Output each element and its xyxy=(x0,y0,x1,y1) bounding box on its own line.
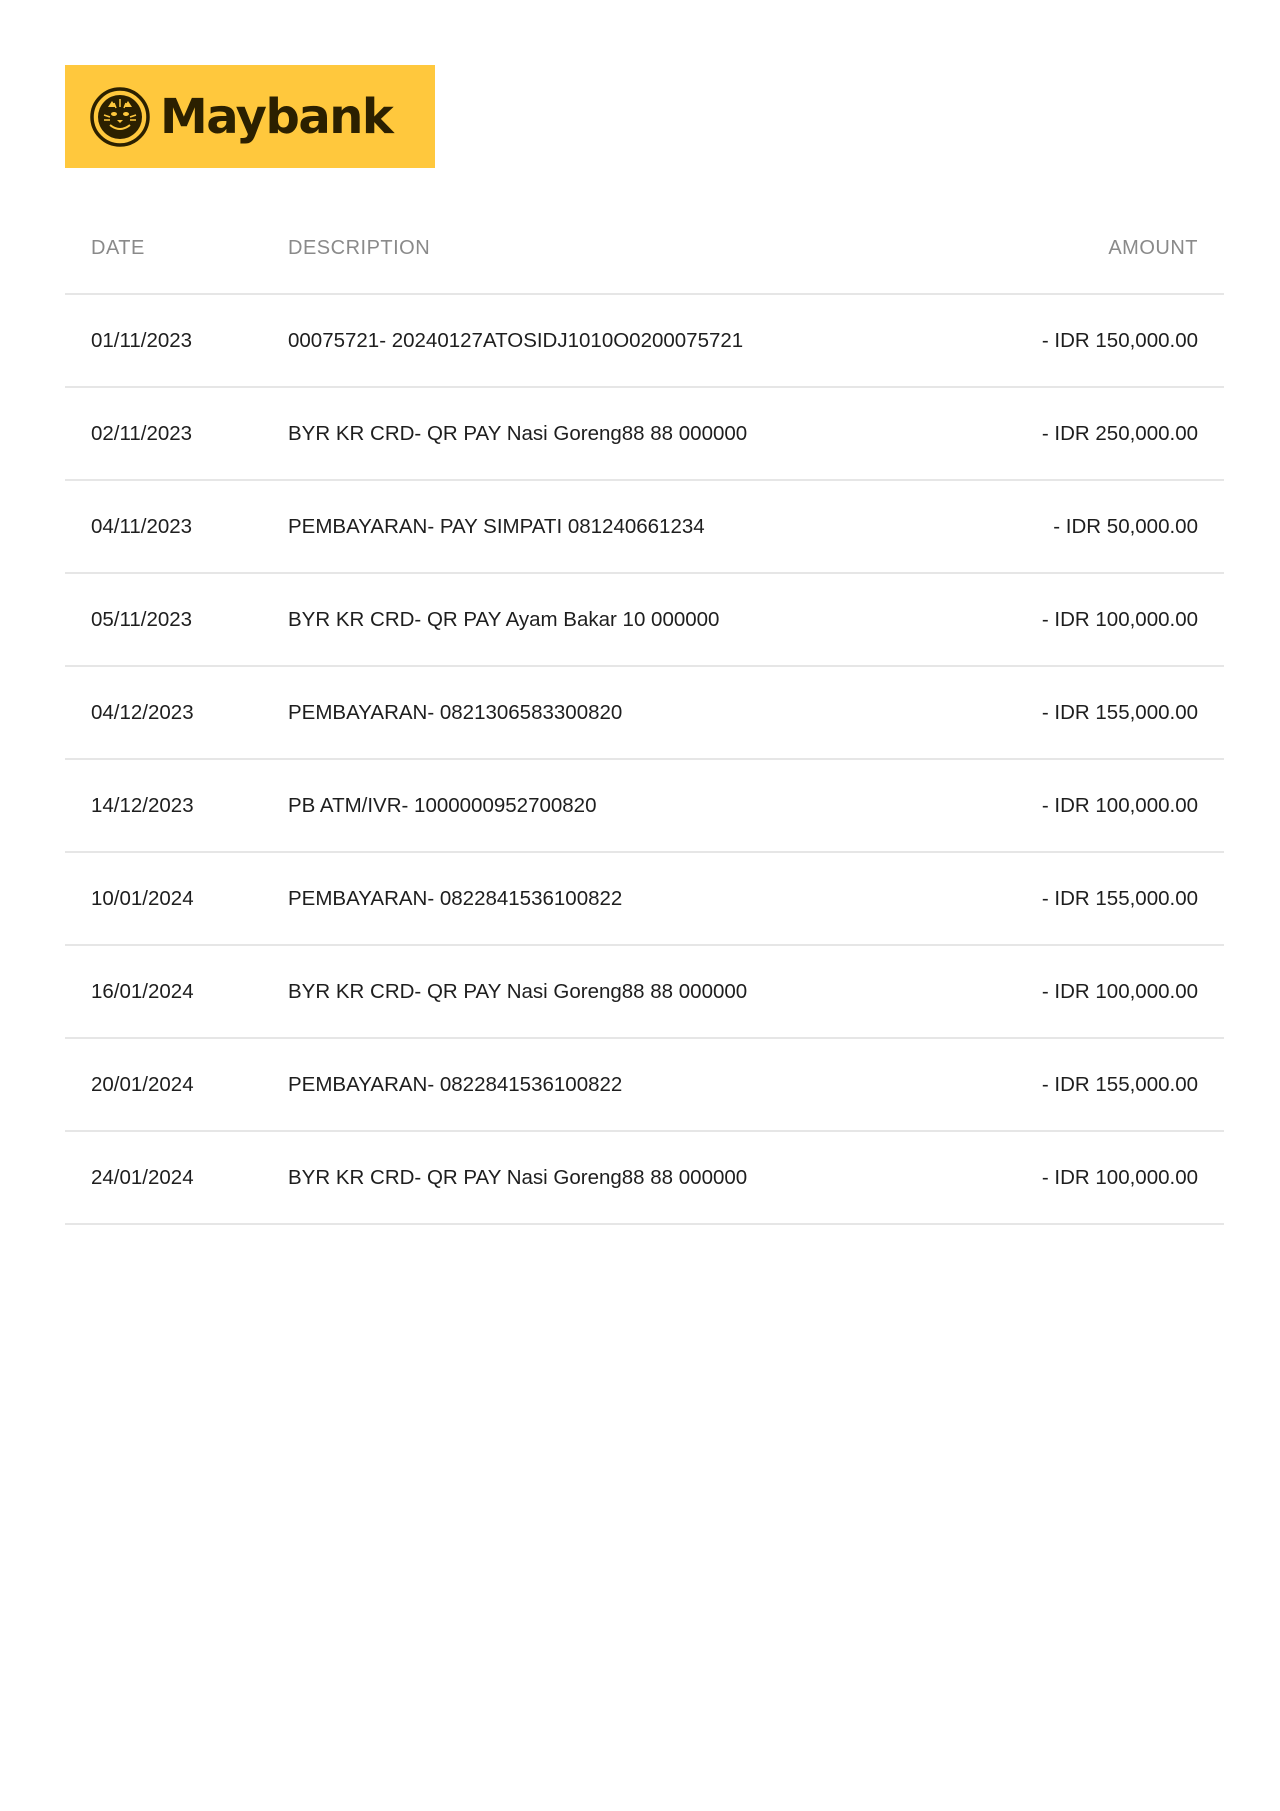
row-description: PEMBAYARAN- 0822841536100822 xyxy=(288,1072,623,1096)
row-description: PEMBAYARAN- PAY SIMPATI 081240661234 xyxy=(288,514,705,538)
row-description: BYR KR CRD- QR PAY Ayam Bakar 10 000000 xyxy=(288,607,720,631)
row-description: PB ATM/IVR- 1000000952700820 xyxy=(288,793,597,817)
row-amount: - IDR 50,000.00 xyxy=(1053,514,1198,538)
row-amount: - IDR 250,000.00 xyxy=(1041,421,1198,445)
header-date: DATE xyxy=(91,236,145,259)
header-amount: AMOUNT xyxy=(1108,236,1198,259)
row-amount: - IDR 100,000.00 xyxy=(1041,607,1198,631)
table-row xyxy=(65,481,1224,574)
row-description: BYR KR CRD- QR PAY Nasi Goreng88 88 000000 xyxy=(288,421,748,445)
table-row xyxy=(65,760,1224,853)
tiger-head-icon xyxy=(90,87,150,147)
transaction-table xyxy=(65,203,1224,1225)
table-row xyxy=(65,388,1224,481)
row-amount: - IDR 100,000.00 xyxy=(1041,1165,1198,1189)
row-date: 02/11/2023 xyxy=(91,421,193,445)
row-date: 20/01/2024 xyxy=(91,1072,194,1096)
maybank-logo xyxy=(65,65,435,168)
table-row xyxy=(65,1132,1224,1225)
row-date: 24/01/2024 xyxy=(91,1165,194,1189)
row-amount: - IDR 100,000.00 xyxy=(1041,793,1198,817)
row-amount: - IDR 155,000.00 xyxy=(1041,700,1198,724)
row-amount: - IDR 150,000.00 xyxy=(1041,328,1198,352)
table-row xyxy=(65,667,1224,760)
row-date: 05/11/2023 xyxy=(91,607,193,631)
header-description: DESCRIPTION xyxy=(288,236,431,259)
row-date: 04/12/2023 xyxy=(91,700,194,724)
table-row xyxy=(65,946,1224,1039)
row-description: BYR KR CRD- QR PAY Nasi Goreng88 88 000000 xyxy=(288,1165,748,1189)
row-date: 14/12/2023 xyxy=(91,793,194,817)
row-date: 16/01/2024 xyxy=(91,979,194,1003)
table-row xyxy=(65,295,1224,388)
row-description: PEMBAYARAN- 0822841536100822 xyxy=(288,886,623,910)
table-row xyxy=(65,574,1224,667)
table-row xyxy=(65,1039,1224,1132)
row-date: 01/11/2023 xyxy=(91,328,193,352)
row-description: 00075721- 20240127ATOSIDJ1010O0200075721 xyxy=(288,328,744,352)
table-row xyxy=(65,853,1224,946)
row-date: 04/11/2023 xyxy=(91,514,193,538)
row-amount: - IDR 155,000.00 xyxy=(1041,1072,1198,1096)
row-amount: - IDR 155,000.00 xyxy=(1041,886,1198,910)
row-date: 10/01/2024 xyxy=(91,886,194,910)
row-amount: - IDR 100,000.00 xyxy=(1041,979,1198,1003)
table-header xyxy=(65,203,1224,295)
row-description: PEMBAYARAN- 0821306583300820 xyxy=(288,700,623,724)
row-description: BYR KR CRD- QR PAY Nasi Goreng88 88 000000 xyxy=(288,979,748,1003)
brand-name: Maybank xyxy=(160,88,393,145)
